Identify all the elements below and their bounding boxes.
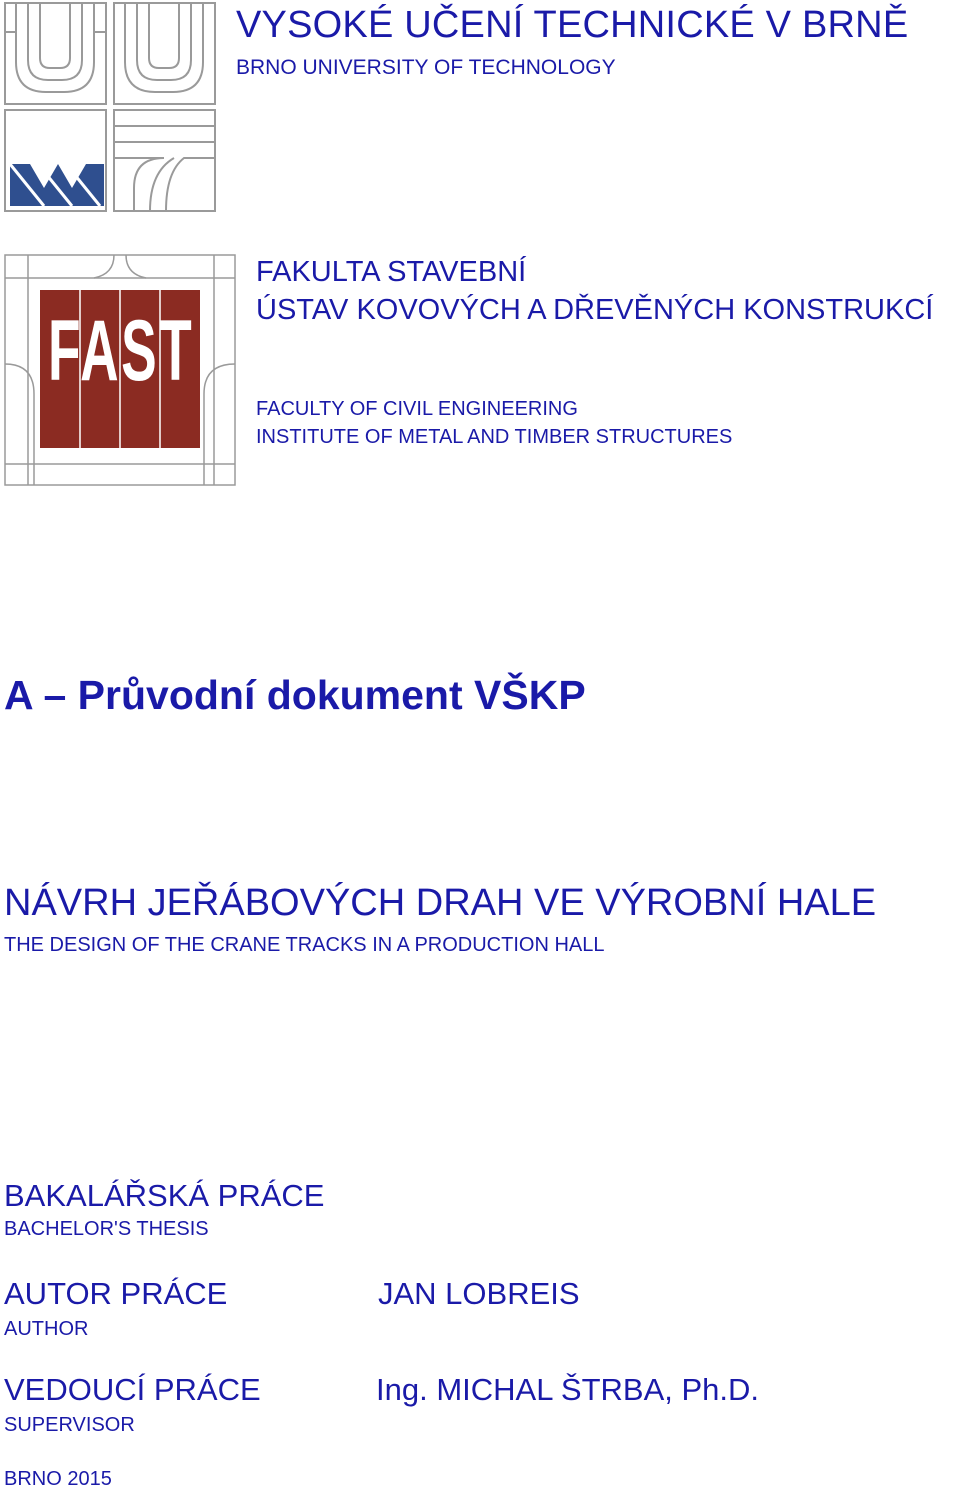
thesis-type-en: BACHELOR'S THESIS [4,1218,209,1240]
institute-name-cz: ÚSTAV KOVOVÝCH A DŘEVĚNÝCH KONSTRUKCÍ [256,294,934,326]
university-name-en: BRNO UNIVERSITY OF TECHNOLOGY [236,56,616,79]
place-year: BRNO 2015 [4,1468,112,1490]
fast-logo-text: FAST [48,303,195,399]
supervisor-name: Ing. MICHAL ŠTRBA, Ph.D. [376,1372,760,1407]
institute-name-en: INSTITUTE OF METAL AND TIMBER STRUCTURES [256,426,733,448]
thesis-title-en: THE DESIGN OF THE CRANE TRACKS IN A PRODUCTION HALL [4,934,605,956]
author-label-en: AUTHOR [4,1318,89,1340]
faculty-name-cz: FAKULTA STAVEBNÍ [256,256,527,288]
faculty-name-en: FACULTY OF CIVIL ENGINEERING [256,398,578,420]
author-label: AUTOR PRÁCE [4,1276,228,1311]
university-name-cz: VYSOKÉ UČENÍ TECHNICKÉ V BRNĚ [236,4,909,46]
vut-logo-icon [4,2,216,212]
document-title: A – Průvodní dokument VŠKP [4,672,586,718]
supervisor-label: VEDOUCÍ PRÁCE [4,1372,261,1407]
supervisor-label-en: SUPERVISOR [4,1414,135,1436]
thesis-type-cz: BAKALÁŘSKÁ PRÁCE [4,1178,325,1213]
author-name: JAN LOBREIS [378,1276,580,1311]
thesis-title-cz: NÁVRH JEŘÁBOVÝCH DRAH VE VÝROBNÍ HALE [4,882,877,924]
